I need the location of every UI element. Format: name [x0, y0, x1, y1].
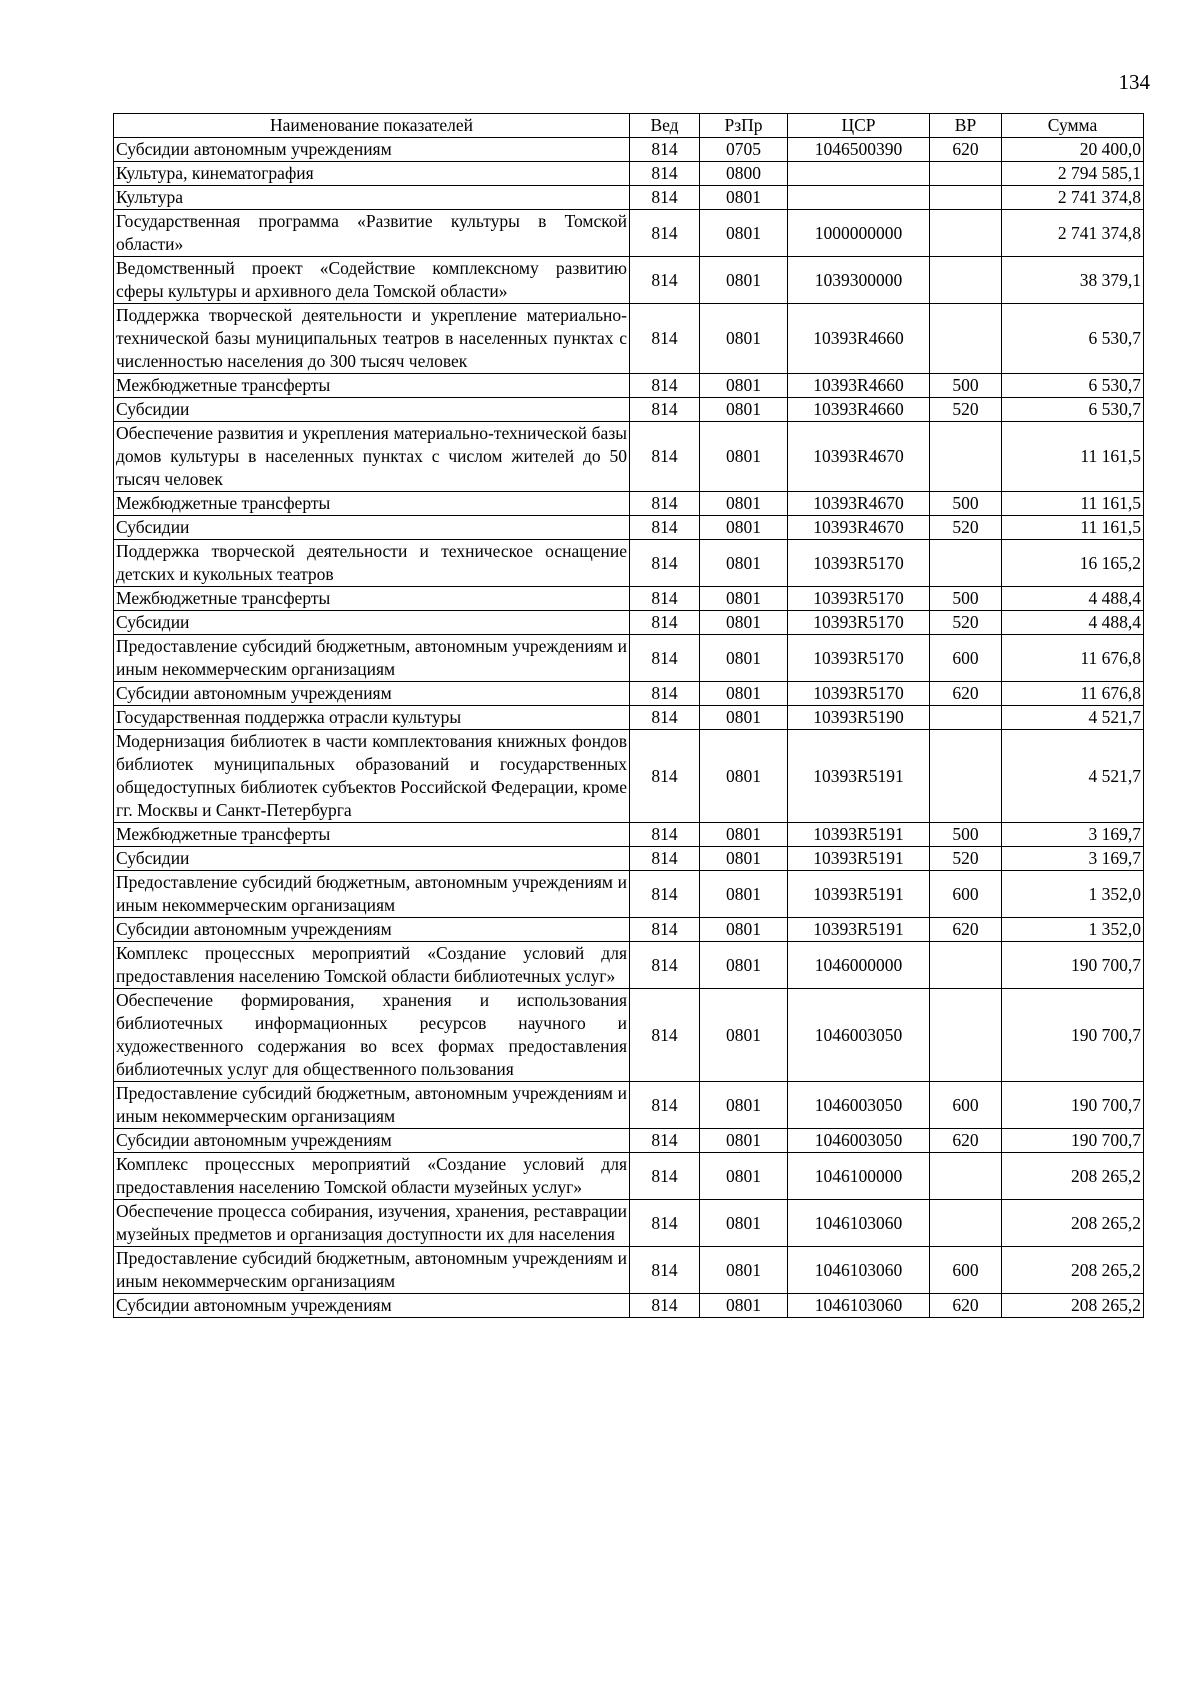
cell-csr: 10393R5190: [788, 706, 930, 730]
cell-name: Поддержка творческой деятельности и укрепление материально-технической базы муниципальных театров в населенных пунктах с численностью населения до 300 тысяч человек: [114, 304, 630, 374]
cell-csr: 10393R5170: [788, 611, 930, 635]
cell-name: Государственная программа «Развитие культуры в Томской области»: [114, 210, 630, 257]
cell-csr: [788, 162, 930, 186]
cell-name: Комплекс процессных мероприятий «Создание условий для предоставления населению Томской области музейных услуг»: [114, 1153, 630, 1200]
table-row: [114, 210, 1144, 257]
cell-ved: 814: [630, 398, 700, 422]
cell-ved: 814: [630, 1082, 700, 1129]
cell-vr: [930, 304, 1002, 374]
table-row: [114, 1153, 1144, 1200]
cell-ved: 814: [630, 516, 700, 540]
cell-rzpr: 0801: [700, 611, 788, 635]
cell-vr: 600: [930, 871, 1002, 918]
cell-vr: [930, 540, 1002, 587]
cell-vr: [930, 257, 1002, 304]
cell-csr: 1000000000: [788, 210, 930, 257]
cell-csr: 1046003050: [788, 1082, 930, 1129]
cell-ved: 814: [630, 587, 700, 611]
cell-vr: 500: [930, 492, 1002, 516]
cell-name: Субсидии автономным учреждениям: [114, 1129, 630, 1153]
cell-ved: 814: [630, 162, 700, 186]
cell-ved: 814: [630, 540, 700, 587]
cell-csr: 10393R5170: [788, 587, 930, 611]
cell-rzpr: 0801: [700, 989, 788, 1082]
cell-name: Предоставление субсидий бюджетным, автономным учреждениям и иным некоммерческим организациям: [114, 1247, 630, 1294]
table-row: [114, 257, 1144, 304]
table-row: [114, 730, 1144, 823]
cell-rzpr: 0801: [700, 918, 788, 942]
cell-rzpr: 0801: [700, 1294, 788, 1318]
page-number: 134: [1118, 70, 1150, 94]
cell-ved: 814: [630, 210, 700, 257]
cell-vr: [930, 706, 1002, 730]
cell-vr: 500: [930, 587, 1002, 611]
cell-ved: 814: [630, 1294, 700, 1318]
cell-csr: 10393R4670: [788, 492, 930, 516]
cell-csr: 10393R5191: [788, 918, 930, 942]
cell-vr: 620: [930, 1294, 1002, 1318]
cell-ved: 814: [630, 492, 700, 516]
cell-ved: 814: [630, 304, 700, 374]
cell-ved: 814: [630, 374, 700, 398]
cell-rzpr: 0801: [700, 587, 788, 611]
cell-csr: 1046003050: [788, 989, 930, 1082]
cell-rzpr: 0801: [700, 540, 788, 587]
cell-csr: 1046103060: [788, 1200, 930, 1247]
table-row: [114, 186, 1144, 210]
budget-table: [113, 113, 1144, 1318]
cell-csr: 10393R4670: [788, 422, 930, 492]
cell-ved: 814: [630, 847, 700, 871]
cell-csr: 10393R5170: [788, 682, 930, 706]
cell-vr: 620: [930, 918, 1002, 942]
cell-csr: 10393R5170: [788, 540, 930, 587]
cell-name: Субсидии: [114, 398, 630, 422]
cell-csr: 10393R4660: [788, 304, 930, 374]
cell-ved: 814: [630, 1129, 700, 1153]
cell-ved: 814: [630, 186, 700, 210]
cell-rzpr: 0801: [700, 1153, 788, 1200]
cell-name: Субсидии автономным учреждениям: [114, 918, 630, 942]
cell-name: Субсидии: [114, 516, 630, 540]
cell-sum: 2 741 374,8: [1002, 210, 1144, 257]
cell-rzpr: 0801: [700, 635, 788, 682]
cell-csr: 10393R5191: [788, 847, 930, 871]
cell-vr: [930, 186, 1002, 210]
cell-rzpr: 0801: [700, 730, 788, 823]
cell-name: Субсидии автономным учреждениям: [114, 138, 630, 162]
cell-ved: 814: [630, 871, 700, 918]
header-rzpr: РзПр: [700, 114, 788, 138]
cell-rzpr: 0801: [700, 871, 788, 918]
cell-rzpr: 0801: [700, 186, 788, 210]
cell-vr: [930, 730, 1002, 823]
cell-vr: [930, 989, 1002, 1082]
cell-name: Культура: [114, 186, 630, 210]
cell-csr: 10393R5191: [788, 871, 930, 918]
cell-sum: 3 169,7: [1002, 823, 1144, 847]
table-row: [114, 823, 1144, 847]
header-name: Наименование показателей: [114, 114, 630, 138]
cell-sum: 4 488,4: [1002, 587, 1144, 611]
cell-sum: 190 700,7: [1002, 989, 1144, 1082]
cell-csr: [788, 186, 930, 210]
table-row: [114, 1247, 1144, 1294]
cell-sum: 4 521,7: [1002, 706, 1144, 730]
cell-rzpr: 0801: [700, 516, 788, 540]
cell-rzpr: 0801: [700, 942, 788, 989]
cell-csr: 1039300000: [788, 257, 930, 304]
table-row: [114, 871, 1144, 918]
cell-sum: 38 379,1: [1002, 257, 1144, 304]
table-row: [114, 162, 1144, 186]
cell-sum: 190 700,7: [1002, 942, 1144, 989]
cell-name: Модернизация библиотек в части комплектования книжных фондов библиотек муниципальных образований и государственных общедоступных библиотек субъектов Российской Федерации, кроме гг. Москвы и Санкт-Петербурга: [114, 730, 630, 823]
cell-sum: 208 265,2: [1002, 1200, 1144, 1247]
table-row: [114, 138, 1144, 162]
cell-rzpr: 0801: [700, 422, 788, 492]
cell-rzpr: 0801: [700, 374, 788, 398]
cell-rzpr: 0705: [700, 138, 788, 162]
cell-csr: 10393R4660: [788, 374, 930, 398]
cell-rzpr: 0801: [700, 682, 788, 706]
cell-rzpr: 0800: [700, 162, 788, 186]
cell-vr: 500: [930, 374, 1002, 398]
table-row: [114, 611, 1144, 635]
cell-name: Межбюджетные трансферты: [114, 492, 630, 516]
cell-sum: 6 530,7: [1002, 398, 1144, 422]
table-row: [114, 918, 1144, 942]
cell-ved: 814: [630, 422, 700, 492]
cell-sum: 16 165,2: [1002, 540, 1144, 587]
cell-ved: 814: [630, 942, 700, 989]
cell-ved: 814: [630, 1200, 700, 1247]
cell-sum: 2 794 585,1: [1002, 162, 1144, 186]
cell-csr: 10393R5170: [788, 635, 930, 682]
cell-vr: 620: [930, 1129, 1002, 1153]
cell-csr: 1046500390: [788, 138, 930, 162]
cell-name: Межбюджетные трансферты: [114, 374, 630, 398]
cell-rzpr: 0801: [700, 847, 788, 871]
cell-csr: 10393R5191: [788, 730, 930, 823]
cell-sum: 2 741 374,8: [1002, 186, 1144, 210]
cell-name: Комплекс процессных мероприятий «Создание условий для предоставления населению Томской области библиотечных услуг»: [114, 942, 630, 989]
cell-sum: 208 265,2: [1002, 1294, 1144, 1318]
table-row: [114, 1294, 1144, 1318]
cell-ved: 814: [630, 611, 700, 635]
cell-csr: 10393R4660: [788, 398, 930, 422]
cell-name: Обеспечение развития и укрепления материально-технической базы домов культуры в населенных пунктах с числом жителей до 50 тысяч человек: [114, 422, 630, 492]
cell-vr: [930, 1200, 1002, 1247]
cell-rzpr: 0801: [700, 1129, 788, 1153]
cell-ved: 814: [630, 1153, 700, 1200]
cell-sum: 6 530,7: [1002, 304, 1144, 374]
cell-rzpr: 0801: [700, 1200, 788, 1247]
cell-csr: 1046100000: [788, 1153, 930, 1200]
cell-name: Обеспечение формирования, хранения и использования библиотечных информационных ресурсов научного и художественного содержания во всех формах предоставления библиотечных услуг для общественного пользования: [114, 989, 630, 1082]
cell-rzpr: 0801: [700, 1082, 788, 1129]
cell-sum: 11 676,8: [1002, 682, 1144, 706]
table-row: [114, 706, 1144, 730]
cell-sum: 190 700,7: [1002, 1082, 1144, 1129]
header-ved: Вед: [630, 114, 700, 138]
cell-rzpr: 0801: [700, 304, 788, 374]
cell-ved: 814: [630, 1247, 700, 1294]
cell-sum: 11 161,5: [1002, 492, 1144, 516]
table-row: [114, 1129, 1144, 1153]
cell-csr: 1046000000: [788, 942, 930, 989]
cell-ved: 814: [630, 682, 700, 706]
cell-sum: 190 700,7: [1002, 1129, 1144, 1153]
cell-name: Поддержка творческой деятельности и техническое оснащение детских и кукольных театров: [114, 540, 630, 587]
table-row: [114, 304, 1144, 374]
cell-rzpr: 0801: [700, 1247, 788, 1294]
cell-sum: 3 169,7: [1002, 847, 1144, 871]
cell-ved: 814: [630, 730, 700, 823]
cell-name: Культура, кинематография: [114, 162, 630, 186]
cell-sum: 11 161,5: [1002, 422, 1144, 492]
cell-rzpr: 0801: [700, 823, 788, 847]
header-csr: ЦСР: [788, 114, 930, 138]
header-vr: ВР: [930, 114, 1002, 138]
cell-vr: 600: [930, 635, 1002, 682]
cell-vr: 620: [930, 138, 1002, 162]
cell-sum: 4 521,7: [1002, 730, 1144, 823]
cell-vr: 520: [930, 516, 1002, 540]
cell-ved: 814: [630, 635, 700, 682]
table-row: [114, 942, 1144, 989]
cell-ved: 814: [630, 257, 700, 304]
cell-csr: 1046103060: [788, 1294, 930, 1318]
table-row: [114, 847, 1144, 871]
table-row: [114, 989, 1144, 1082]
cell-sum: 1 352,0: [1002, 918, 1144, 942]
table-row: [114, 398, 1144, 422]
cell-vr: [930, 422, 1002, 492]
cell-csr: 1046103060: [788, 1247, 930, 1294]
cell-csr: 10393R5191: [788, 823, 930, 847]
cell-vr: [930, 1153, 1002, 1200]
cell-name: Обеспечение процесса собирания, изучения, хранения, реставрации музейных предметов и организация доступности их для населения: [114, 1200, 630, 1247]
cell-name: Предоставление субсидий бюджетным, автономным учреждениям и иным некоммерческим организациям: [114, 1082, 630, 1129]
cell-ved: 814: [630, 918, 700, 942]
cell-sum: 11 676,8: [1002, 635, 1144, 682]
cell-name: Межбюджетные трансферты: [114, 823, 630, 847]
cell-rzpr: 0801: [700, 257, 788, 304]
cell-name: Государственная поддержка отрасли культуры: [114, 706, 630, 730]
cell-name: Субсидии автономным учреждениям: [114, 682, 630, 706]
table-row: [114, 1200, 1144, 1247]
cell-sum: 6 530,7: [1002, 374, 1144, 398]
table-row: [114, 587, 1144, 611]
cell-vr: 520: [930, 847, 1002, 871]
cell-vr: 500: [930, 823, 1002, 847]
cell-name: Межбюджетные трансферты: [114, 587, 630, 611]
table-row: [114, 374, 1144, 398]
table-header-row: [114, 114, 1144, 138]
table-row: [114, 492, 1144, 516]
cell-name: Субсидии: [114, 847, 630, 871]
table-row: [114, 682, 1144, 706]
cell-vr: 520: [930, 398, 1002, 422]
cell-vr: [930, 210, 1002, 257]
cell-ved: 814: [630, 989, 700, 1082]
cell-vr: [930, 162, 1002, 186]
cell-csr: 1046003050: [788, 1129, 930, 1153]
cell-vr: 600: [930, 1082, 1002, 1129]
cell-rzpr: 0801: [700, 492, 788, 516]
cell-sum: 4 488,4: [1002, 611, 1144, 635]
cell-name: Субсидии автономным учреждениям: [114, 1294, 630, 1318]
table-row: [114, 516, 1144, 540]
cell-name: Субсидии: [114, 611, 630, 635]
cell-name: Предоставление субсидий бюджетным, автономным учреждениям и иным некоммерческим организациям: [114, 635, 630, 682]
cell-ved: 814: [630, 706, 700, 730]
cell-rzpr: 0801: [700, 210, 788, 257]
header-sum: Сумма: [1002, 114, 1144, 138]
cell-sum: 20 400,0: [1002, 138, 1144, 162]
cell-name: Предоставление субсидий бюджетным, автономным учреждениям и иным некоммерческим организациям: [114, 871, 630, 918]
cell-sum: 208 265,2: [1002, 1247, 1144, 1294]
cell-rzpr: 0801: [700, 706, 788, 730]
cell-ved: 814: [630, 138, 700, 162]
cell-rzpr: 0801: [700, 398, 788, 422]
cell-csr: 10393R4670: [788, 516, 930, 540]
cell-name: Ведомственный проект «Содействие комплексному развитию сферы культуры и архивного дела Томской области»: [114, 257, 630, 304]
cell-sum: 1 352,0: [1002, 871, 1144, 918]
cell-vr: 520: [930, 611, 1002, 635]
table-row: [114, 635, 1144, 682]
cell-sum: 208 265,2: [1002, 1153, 1144, 1200]
table-row: [114, 1082, 1144, 1129]
cell-vr: 600: [930, 1247, 1002, 1294]
table-row: [114, 540, 1144, 587]
cell-vr: 620: [930, 682, 1002, 706]
cell-vr: [930, 942, 1002, 989]
table-row: [114, 422, 1144, 492]
table-body: [114, 138, 1144, 1318]
cell-ved: 814: [630, 823, 700, 847]
cell-sum: 11 161,5: [1002, 516, 1144, 540]
